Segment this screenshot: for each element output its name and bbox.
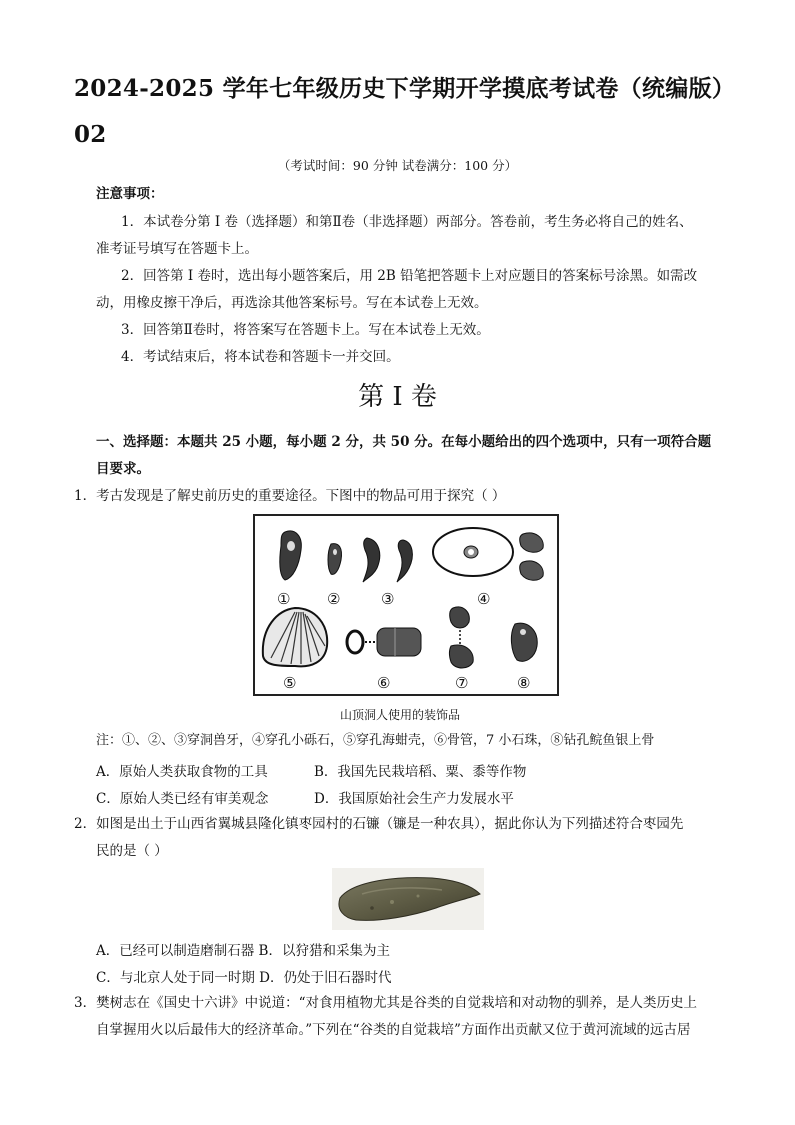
q2-options-c-d[interactable]: C．与北京人处于同一时期 D．仍处于旧石器时代 <box>96 970 392 986</box>
note-4: 4．考试结束后，将本试卷和答题卡一并交回。 <box>121 349 400 365</box>
fig-label-6: ⑥ <box>377 674 391 692</box>
fig-label-2: ② <box>327 590 341 608</box>
q1-figure-drawing <box>255 516 557 694</box>
fig-label-1: ① <box>277 590 291 608</box>
part1-instructions-line1: 一、选择题：本题共 25 小题，每小题 2 分，共 50 分。在每小题给出的四个选项中，只有一项符合题 <box>96 434 712 450</box>
q1-figure-ornaments <box>253 514 559 696</box>
stone-sickle-drawing <box>332 868 484 930</box>
fig-label-3: ③ <box>381 590 395 608</box>
exam-title-line2: 02 <box>74 121 107 148</box>
notes-heading: 注意事项： <box>96 186 164 202</box>
note-2b: 动，用橡皮擦干净后，再选涂其他答案标号。写在本试卷上无效。 <box>96 295 488 311</box>
q1-option-c[interactable]: C．原始人类已经有审美观念 <box>96 791 269 807</box>
part1-instructions-line2: 目要求。 <box>96 461 150 477</box>
q1-option-d[interactable]: D．我国原始社会生产力发展水平 <box>314 791 514 807</box>
q1-option-a[interactable]: A．原始人类获取食物的工具 <box>96 764 268 780</box>
q3-stem-line1: 3．樊树志在《国史十六讲》中说道：“对食用植物尤其是谷类的自觉栽培和对动物的驯养，是人类历史上 <box>74 995 697 1011</box>
q1-figure-caption: 山顶洞人使用的装饰品 <box>340 708 461 722</box>
fig-label-8: ⑧ <box>517 674 531 692</box>
note-1b: 准考证号填写在答题卡上。 <box>96 241 258 257</box>
fig-label-7: ⑦ <box>455 674 469 692</box>
note-2a: 2．回答第 I 卷时，选出每小题答案后，用 2B 铅笔把答题卡上对应题目的答案标号涂黑。如需改 <box>121 268 698 284</box>
q2-options-a-b[interactable]: A．已经可以制造磨制石器 B．以狩猎和采集为主 <box>96 943 390 959</box>
q1-stem: 1．考古发现是了解史前历史的重要途径。下图中的物品可用于探究（ ） <box>74 488 506 504</box>
q1-figure-note: 注：①、②、③穿洞兽牙，④穿孔小砾石，⑤穿孔海蚶壳，⑥骨管，7 小石珠，⑧钻孔鲩鱼银上骨 <box>96 733 655 748</box>
q1-option-b[interactable]: B．我国先民栽培稻、粟、黍等作物 <box>314 764 527 780</box>
note-1a: 1．本试卷分第 I 卷（选择题）和第Ⅱ卷（非选择题）两部分。答卷前，考生务必将自己的姓名、 <box>121 214 693 230</box>
exam-title <box>74 66 734 158</box>
fig-label-5: ⑤ <box>283 674 297 692</box>
q2-stem-line1: 2．如图是出土于山西省翼城县隆化镇枣园村的石镰（镰是一种农具），据此你认为下列描述符合枣园先 <box>74 816 684 832</box>
section-title: 第 I 卷 <box>358 382 437 412</box>
q2-stone-sickle-photo <box>332 868 484 930</box>
fig-label-4: ④ <box>477 590 491 608</box>
note-3: 3．回答第Ⅱ卷时，将答案写在答题卡上。写在本试卷上无效。 <box>121 322 490 338</box>
q2-stem-line2: 民的是（ ） <box>96 843 168 859</box>
q3-stem-line2: 自掌握用火以后最伟大的经济革命。”下列在“谷类的自觉栽培”方面作出贡献又位于黄河流域的远古居 <box>96 1022 691 1038</box>
exam-title-line1: 2024-2025 学年七年级历史下学期开学摸底考试卷（统编版） <box>74 75 736 102</box>
exam-meta: （考试时间：90 分钟 试卷满分：100 分） <box>277 158 518 173</box>
